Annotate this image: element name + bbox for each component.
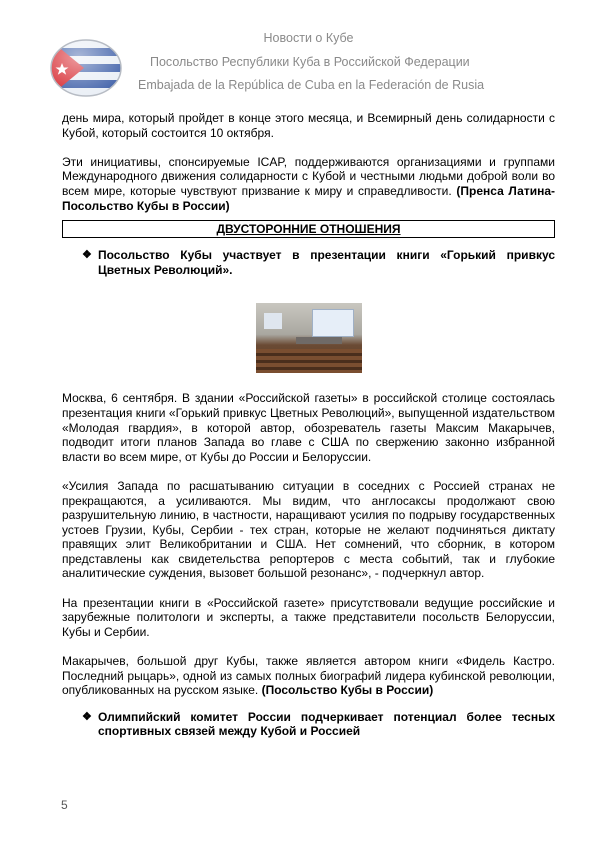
page-header: [0, 0, 599, 100]
article2-headline: [82, 710, 555, 739]
section-title: ДВУСТОРОННИЕ ОТНОШЕНИЯ: [62, 220, 555, 238]
intro-source: (Пренса Латина-Посольство Кубы в России): [62, 183, 555, 213]
page-number: 5: [61, 798, 68, 812]
intro-paragraph-1: день мира, который пройдет в конце этого месяца, и Всемирный день солидарности с Кубой, который состоится 10 октября.: [62, 111, 555, 140]
article1-paragraph-4-text: Макарычев, большой друг Кубы, также является автором книги «Фидель Кастро. Последний рыцарь», одной из самых полных биографий лидера кубинской революции, опубликованных на русском языке.: [62, 654, 555, 698]
article1-paragraph-3: На презентации книги в «Российской газете» присутствовали ведущие российские и зарубежные политологи и эксперты, а также представители посольств Белоруссии, Кубы и Сербии.: [62, 595, 555, 639]
page-content: [62, 111, 555, 739]
presentation-photo: [256, 303, 362, 373]
article1-paragraph-1: Москва, 6 сентября. В здании «Российской газеты» в российской столице состоялась презентация книги «Горький привкус Цветных Революций», выпущенной издательством «Молодая гвардия», в которой автор, обозреватель газеты Максим Макарычев, подводит итоги планов Запада во главе с США по свержению законно избранной власти во всем мире, от Кубы до России и Белоруссии.: [62, 391, 555, 464]
intro-paragraph-2: [62, 155, 555, 213]
intro-paragraph-2-text: Эти инициативы, спонсируемые ICAP, поддерживаются организациями и группами Международного движения солидарности с Кубой и честными людьми доброй воли во всем мире, которые чувствуют призвание к миру и справедливости.: [62, 154, 555, 198]
article1-headline: [82, 248, 555, 277]
article2-headline-text: Олимпийский комитет России подчеркивает потенциал более тесных спортивных связей между Кубой и Россией: [98, 709, 555, 739]
header-title: Новости о Кубе: [263, 31, 354, 45]
cuba-flag-logo: [50, 38, 122, 98]
header-embassy-es: Embajada de la República de Cuba en la Federación de Rusia: [138, 78, 485, 92]
article1-paragraph-4: [62, 654, 555, 698]
diamond-bullet-icon: ❖: [82, 249, 92, 262]
diamond-bullet-icon: ❖: [82, 710, 92, 723]
article1-source: (Посольство Кубы в России): [261, 683, 434, 698]
header-embassy-ru: Посольство Республики Куба в Российской Федерации: [150, 55, 470, 69]
article1-paragraph-2: «Усилия Запада по расшатыванию ситуации в соседних с Россией странах не прекращаются, а усиливаются. Мы видим, что англосаксы продолжают свою разрушительную линию, в частности, наращивают усилия по подрыву государственных устоев Грузии, Кубы, Сербии - тех стран, которые не желают подчиняться диктату правящих элит Великобритании и США. Нет сомнений, что сборник, в котором представлены как свидетельства репортеров с места событий, так и глубокие аналитические суждения, вызовет большой резонанс», - подчеркнул автор.: [62, 478, 555, 581]
article1-headline-text: Посольство Кубы участвует в презентации книги «Горький привкус Цветных Революций».: [98, 248, 555, 277]
